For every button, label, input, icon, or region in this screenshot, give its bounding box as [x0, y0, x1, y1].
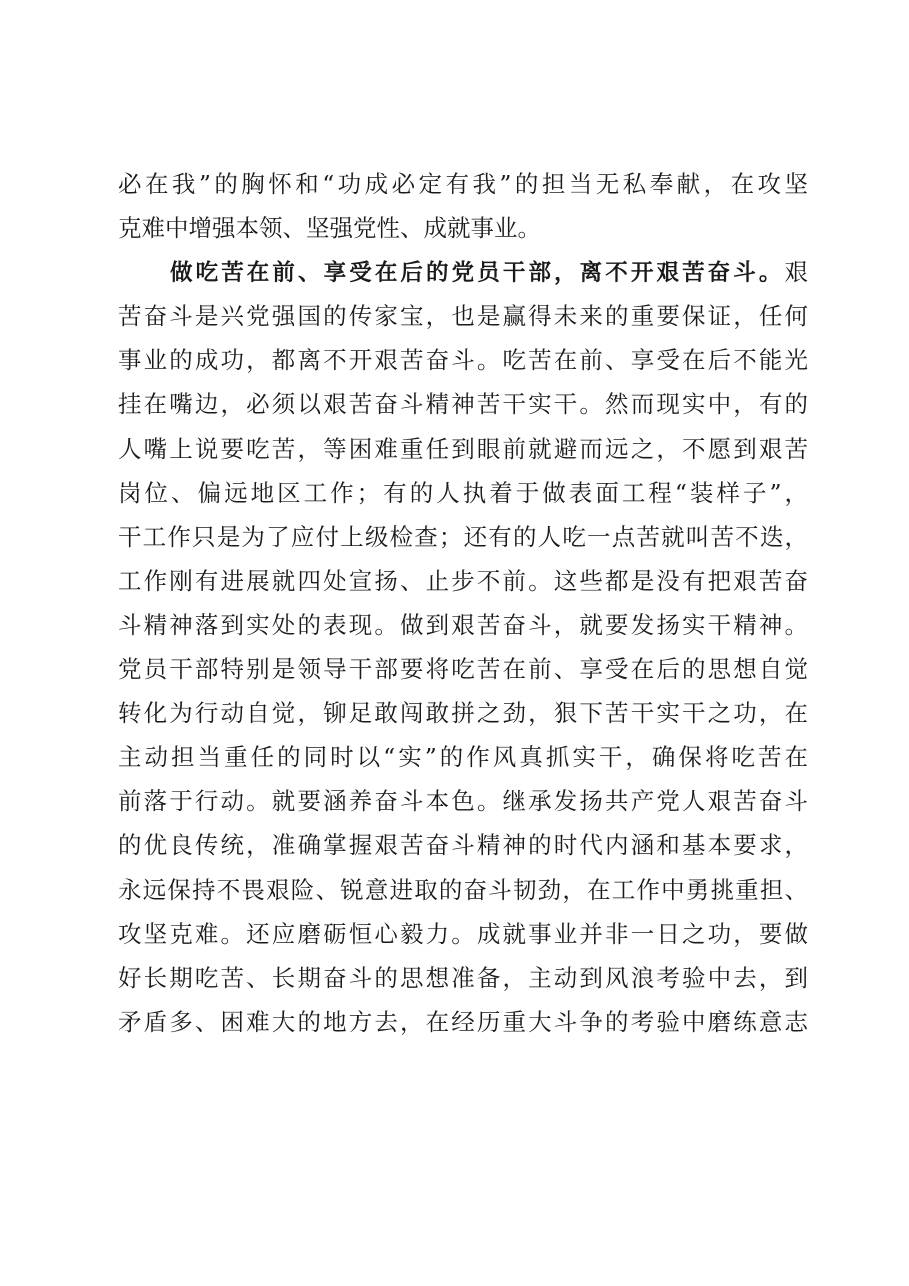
paragraph2-heading: 做吃苦在前、享受在后的党员干部，离不开艰苦奋斗。	[170, 260, 785, 287]
paragraph2-line-5: 人嘴上说要吃苦，等困难重任到眼前就避而远之，不愿到艰苦	[118, 434, 808, 463]
paragraph1-line-1: 必在我”的胸怀和“功成必定有我”的担当无私奉献，在攻坚	[118, 170, 808, 198]
paragraph2-line-10: 党员干部特别是领导干部要将吃苦在前、享受在后的思想自觉	[118, 655, 808, 684]
paragraph2-line-14: 的优良传统，准确掌握艰苦奋斗精神的时代内涵和基本要求，	[118, 831, 808, 860]
document-body	[118, 162, 808, 1044]
paragraph2-line-17: 好长期吃苦、长期奋斗的思想准备，主动到风浪考验中去，到	[118, 963, 808, 992]
paragraph2-line-8: 工作刚有进展就四处宣扬、止步不前。这些都是没有把艰苦奋	[118, 566, 808, 595]
paragraph2-line-1-rest: 艰	[784, 258, 808, 287]
paragraph2-line-7: 干工作只是为了应付上级检查；还有的人吃一点苦就叫苦不迭，	[118, 522, 808, 551]
paragraph2-line-15: 永远保持不畏艰险、锐意进取的奋斗韧劲，在工作中勇挑重担、	[118, 875, 808, 904]
paragraph2-line-18: 矛盾多、困难大的地方去，在经历重大斗争的考验中磨练意志	[118, 1007, 808, 1036]
paragraph2-line-4: 挂在嘴边，必须以艰苦奋斗精神苦干实干。然而现实中，有的	[118, 390, 808, 419]
paragraph2-line-9: 斗精神落到实处的表现。做到艰苦奋斗，就要发扬实干精神。	[118, 610, 808, 639]
paragraph2-line-11: 转化为行动自觉，铆足敢闯敢拼之劲，狠下苦干实干之功，在	[118, 699, 808, 728]
paragraph2-line-13: 前落于行动。就要涵养奋斗本色。继承发扬共产党人艰苦奋斗	[118, 787, 808, 816]
paragraph2-line-2: 苦奋斗是兴党强国的传家宝，也是赢得未来的重要保证，任何	[118, 302, 808, 331]
paragraph1-line-2: 克难中增强本领、坚强党性、成就事业。	[118, 214, 541, 243]
paragraph2-line-1	[118, 250, 808, 294]
paragraph2-line-16: 攻坚克难。还应磨砺恒心毅力。成就事业并非一日之功，要做	[118, 919, 808, 948]
paragraph2-line-12: 主动担当重任的同时以“实”的作风真抓实干，确保将吃苦在	[118, 743, 808, 772]
paragraph2-line-6: 岗位、偏远地区工作；有的人执着于做表面工程“装样子”，	[118, 478, 808, 507]
paragraph2-line-3: 事业的成功，都离不开艰苦奋斗。吃苦在前、享受在后不能光	[118, 346, 808, 375]
